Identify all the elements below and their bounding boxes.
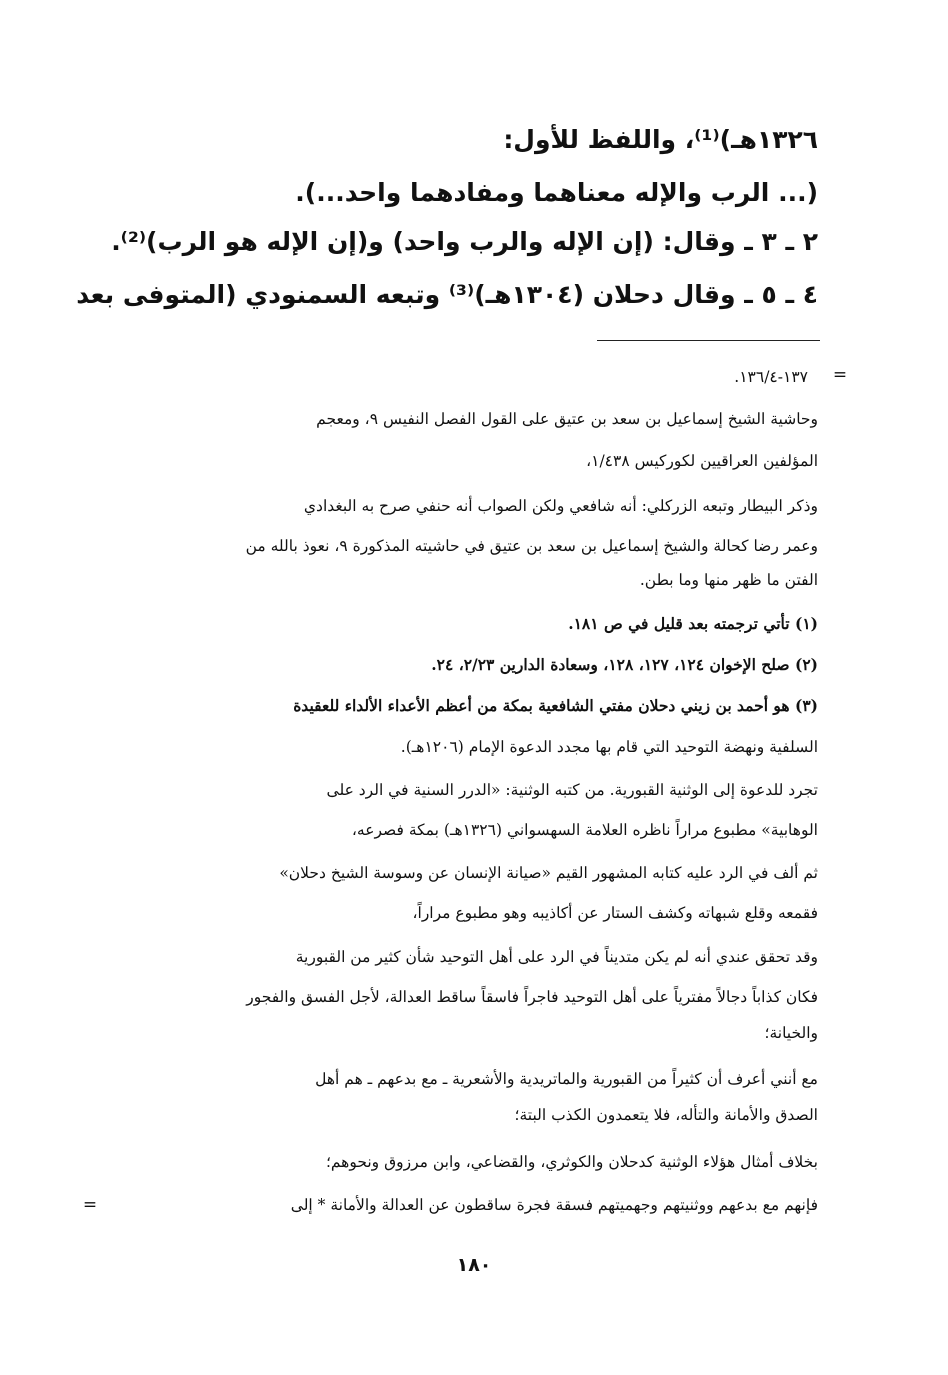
page-number: ١٨٠: [456, 1254, 492, 1276]
footnote-line: الوهابية» مطبوع مراراً ناظره العلامة السهسواني (١٣٢٦هـ) بمكة فصرعه،: [351, 821, 818, 839]
footnote-line: ١٣٧-١٣٦/٤.: [734, 368, 808, 386]
footnote-line: وحاشية الشيخ إسماعيل بن سعد بن عتيق على القول الفصل النفيس ٩، ومعجم: [316, 410, 818, 428]
footnote-line: فكان كذاباً دجالاً مفترياً على أهل التوحيد فاجراً فاسقاً ساقط العدالة، لأجل الفسق والفجور: [246, 988, 818, 1006]
main-text-line-3: ٢ ـ ٣ ـ وقال: (إن الإله والرب واحد) و(إن الإله هو الرب)⁽²⁾.: [111, 227, 818, 256]
footnote-line: والخيانة؛: [764, 1024, 818, 1042]
footnote-line: وذكر البيطار وتبعه الزركلي: أنه شافعي ولكن الصواب أنه حنفي صرح به البغدادي: [303, 497, 818, 515]
footnote-line: فقمعه وقلع شبهاته وكشف الستار عن أكاذيبه وهو مطبوع مراراً،: [412, 904, 818, 922]
footnote-line: ثم ألف في الرد عليه كتابه المشهور القيم «صيانة الإنسان عن وسوسة الشيخ دحلان»: [279, 864, 818, 882]
footnote-divider: [597, 340, 820, 341]
continuation-mark-top: =: [832, 365, 848, 385]
footnote-line: الفتن ما ظهر منها وما بطن.: [639, 571, 818, 589]
main-text-line-2: (... الرب والإله معناهما ومفادهما واحد...).: [295, 178, 818, 207]
footnote-line: السلفية ونهضة التوحيد التي قام بها مجدد الدعوة الإمام (١٢٠٦هـ).: [400, 738, 818, 756]
footnote-line: فإنهم مع بدعهم ووثنيتهم وجهميتهم فسقة فجرة ساقطون عن العدالة والأمانة * إلى: [290, 1196, 818, 1214]
footnote-line: بخلاف أمثال هؤلاء الوثنية كدحلان والكوثري، والقضاعي، وابن مرزوق ونحوهم؛: [325, 1153, 818, 1171]
footnote-line: الصدق والأمانة والتأله، فلا يتعمدون الكذب البتة؛: [514, 1106, 818, 1124]
footnote-2: (٢) صلح الإخوان ١٢٤، ١٢٧، ١٢٨، وسعادة الدارين ٢/٢٣، ٢٤.: [431, 655, 818, 674]
footnote-line: تجرد للدعوة إلى الوثنية القبورية. من كتبه الوثنية: «الدرر السنية في الرد على: [326, 781, 818, 799]
footnote-1: (١) تأتي ترجمته بعد قليل في ص ١٨١.: [568, 614, 818, 633]
footnote-line: وقد تحقق عندي أنه لم يكن متديناً في الرد على أهل التوحيد شأن كثير من القبورية: [295, 948, 818, 966]
footnote-line: وعمر رضا كحالة والشيخ إسماعيل بن سعد بن عتيق في حاشيته المذكورة ٩، نعوذ بالله من: [245, 537, 818, 555]
footnote-line: مع أنني أعرف أن كثيراً من القبورية والماتريدية والأشعرية ـ مع بدعهم ـ هم أهل: [315, 1070, 818, 1088]
footnote-3: (٣) هو أحمد بن زيني دحلان مفتي الشافعية بمكة من أعظم الأعداء الألداء للعقيدة: [293, 696, 818, 715]
footnote-line: المؤلفين العراقيين لكوركيس ١/٤٣٨،: [586, 452, 818, 470]
main-text-line-1: ١٣٢٦هـ)⁽¹⁾، واللفظ للأول:: [503, 125, 818, 154]
continuation-mark-bottom: =: [82, 1195, 98, 1215]
main-text-line-4: ٤ ـ ٥ ـ وقال دحلان (١٣٠٤هـ)⁽³⁾ وتبعه السمنودي (المتوفى بعد: [76, 280, 818, 309]
